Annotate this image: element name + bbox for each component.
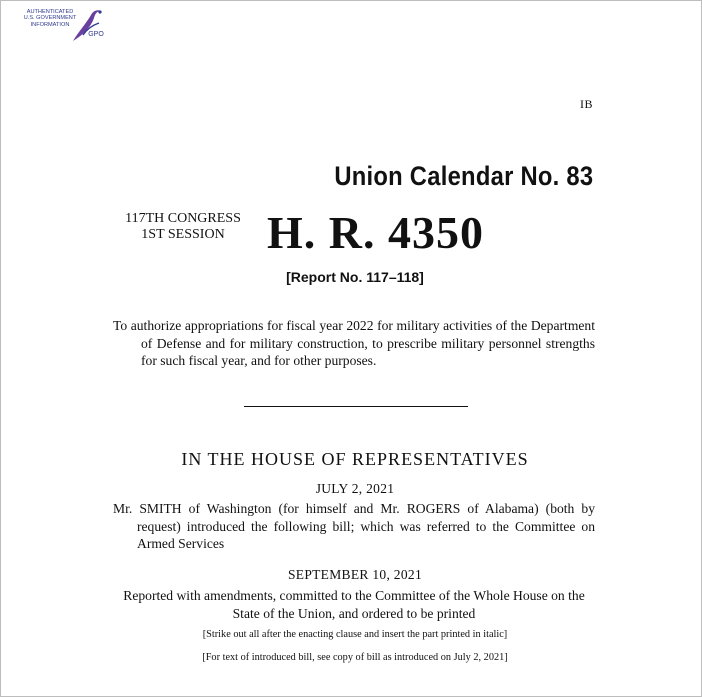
seal-line-2: U.S. GOVERNMENT <box>23 15 77 22</box>
divider-rule <box>244 406 468 407</box>
bill-purpose: To authorize appropriations for fiscal year 2022 for military activities of the Department of Defense and for military construction, to prescribe military personnel strengths for such fiscal year, and for other purposes. <box>113 318 595 368</box>
intro-prefix: Mr. <box>113 501 140 516</box>
reported-date: SEPTEMBER 10, 2021 <box>287 567 423 582</box>
chamber-heading: IN THE HOUSE OF REPRESENTATIVES <box>181 449 529 469</box>
introduced-date: JULY 2, 2021 <box>315 481 395 496</box>
session-label: 1ST SESSION <box>141 227 225 242</box>
congress-session <box>113 211 253 243</box>
reported-paragraph: Reported with amendments, committed to the Committee of the Whole House on the State of the Union, and ordered to be printed <box>123 588 585 621</box>
report-number: [Report No. 117–118] <box>286 269 424 285</box>
seal-gpo: GPO <box>88 31 104 38</box>
gpo-authentication-seal <box>11 5 103 49</box>
introduction-paragraph <box>113 500 595 553</box>
congress-label: 117TH CONGRESS <box>125 211 241 226</box>
eagle-icon <box>69 5 105 45</box>
cosponsor-name: ROGERS <box>406 501 461 516</box>
sponsor-name: SMITH <box>139 501 182 516</box>
introduced-text-note: [For text of introduced bill, see copy of bill as introduced on July 2, 2021] <box>202 652 508 663</box>
print-code: IB <box>580 97 593 111</box>
seal-line-3: INFORMATION <box>30 21 70 28</box>
union-calendar-number: Union Calendar No. 83 <box>333 161 593 191</box>
intro-mid: of Washington (for himself and Mr. <box>181 501 407 516</box>
strike-out-note: [Strike out all after the enacting clause and insert the part printed in italic] <box>202 629 508 640</box>
bill-number: H. R. 4350 <box>267 207 484 258</box>
intro-suffix: of Alabama) (both by request) introduced the following bill; which was referred to the Committee on Armed Services <box>137 501 595 551</box>
seal-line-1: AUTHENTICATED <box>26 9 74 15</box>
